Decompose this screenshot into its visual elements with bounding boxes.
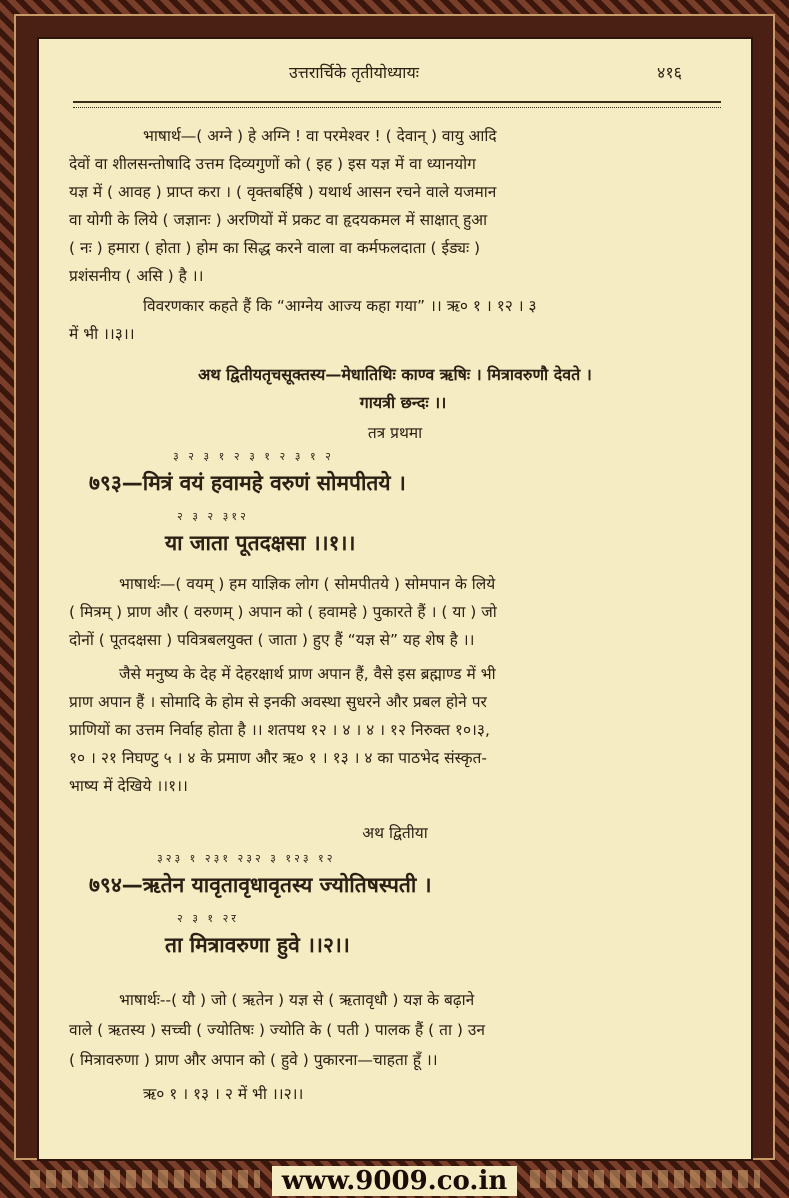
para5-line: वाले ( ऋतस्य ) सच्ची ( ज्योतिषः ) ज्योति के ( पती ) पालक हैं ( ता ) उन — [69, 1021, 485, 1039]
mantra-793-line1: ७९३—मित्रं वयं हवामहे वरुणं सोमपीतये । — [89, 471, 406, 495]
para1-line: भाषार्थ—( अग्ने ) हे अग्नि ! वा परमेश्वर ! ( देवान् ) वायु आदि — [143, 127, 497, 145]
para1-line: ( नः ) हमारा ( होता ) होम का सिद्ध करने वाला वा कर्मफलदाता ( ईड्यः ) — [69, 239, 481, 257]
para3-line: दोनों ( पूतदक्षसा ) पवित्रबलयुक्त ( जाता ) हुए हैं “यज्ञ से” यह शेष है ।। — [69, 631, 475, 649]
page-header — [39, 61, 751, 83]
accent-marks: ३२३ १ २३१ २३२ ३ १२३ १२ — [157, 852, 336, 865]
sukta-intro-line: अथ द्वितीयतृचसूक्तस्य—मेधातिथिः काण्व ऋषिः । मित्रावरुणौ देवते । — [198, 365, 592, 384]
para5-line: भाषार्थः--( यौ ) जो ( ऋतेन ) यज्ञ से ( ऋतावृधौ ) यज्ञ के बढ़ाने — [119, 991, 475, 1009]
para6-line: ऋ० १ । १३ । २ में भी ।।२।। — [143, 1085, 304, 1103]
mantra-794-line1: ७९४—ऋतेन यावृतावृधावृतस्य ज्योतिषस्पती । — [89, 873, 432, 897]
page-number: ४१६ — [657, 63, 682, 82]
tatra-prathama-heading: तत्र प्रथमा — [367, 424, 423, 442]
sukta-intro-metre: गायत्री छन्दः ।। — [359, 393, 447, 412]
para3-line: भाषार्थः—( वयम् ) हम याज्ञिक लोग ( सोमपीतये ) सोमपान के लिये — [119, 575, 496, 593]
para1-line: वा योगी के लिये ( जज्ञानः ) अरणियों में प्रकट वा हृदयकमल में साक्षात् हुआ — [69, 211, 488, 229]
para2-line: विवरणकार कहते हैं कि “आग्नेय आज्य कहा गया” ।। ऋ० १ । १२ । ३ — [143, 297, 537, 315]
para5-line: ( मित्रावरुणा ) प्राण और अपान को ( हुवे ) पुकारना—चाहता हूँ ।। — [69, 1051, 438, 1069]
website-link[interactable]: www.9009.co.in — [272, 1166, 518, 1196]
para1-line: देवों वा शीलसन्तोषादि उत्तम दिव्यगुणों को ( इह ) इस यज्ञ में वा ध्यानयोग — [69, 155, 476, 173]
para4-line: भाष्य में देखिये ।।१।। — [69, 777, 188, 795]
footer — [0, 1164, 789, 1198]
para2-line: में भी ।।३।। — [69, 325, 135, 343]
para4-line: प्राणियों का उत्तम निर्वाह होता है ।। शतपथ १२ । ४ । ४ । १२ निरुक्त १०।३, — [69, 721, 490, 739]
book-page — [37, 37, 753, 1161]
running-title: उत्तरार्चिके तृतीयोध्यायः — [289, 63, 419, 82]
para4-line: प्राण अपान हैं । सोमादि के होम से इनकी अवस्था सुधरने और प्रबल होने पर — [69, 693, 487, 711]
dvitiya-heading: अथ द्वितीया — [362, 824, 428, 842]
accent-marks: २ ३ २ ३१२ — [177, 510, 249, 523]
para1-line: प्रशंसनीय ( असि ) है ।। — [69, 267, 204, 285]
para4-line: १० । २१ निघण्टु ५ । ४ के प्रमाण और ऋ० १ । १३ । ४ का पाठभेद संस्कृत- — [69, 749, 487, 767]
para3-line: ( मित्रम् ) प्राण और ( वरुणम् ) अपान को ( हवामहे ) पुकारते हैं । ( या ) जो — [69, 603, 497, 621]
para1-line: यज्ञ में ( आवह ) प्राप्त करा । ( वृक्तबर्हिषे ) यथार्थ आसन रचने वाले यजमान — [69, 183, 497, 201]
mantra-794-line2: ता मित्रावरुणा हुवे ।।२।। — [165, 933, 350, 957]
accent-marks: ३ २ ३ १ २ ३ १ २ ३ १ २ — [173, 450, 334, 463]
para4-line: जैसे मनुष्य के देह में देहरक्षार्थ प्राण अपान हैं, वैसे इस ब्रह्माण्ड में भी — [119, 665, 496, 683]
mantra-793-line2: या जाता पूतदक्षसा ।।१।। — [165, 531, 356, 555]
accent-marks: २ ३ १ २र — [177, 912, 239, 925]
header-rule — [73, 101, 721, 108]
